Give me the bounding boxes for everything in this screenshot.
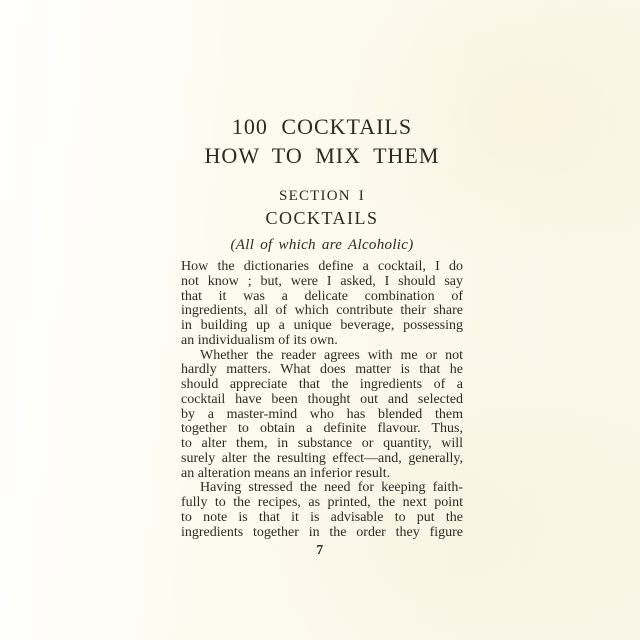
text-line: an individualism of its own. [181,333,338,348]
text-line: surely alter the resulting effect—and, generally, [181,451,463,466]
text-line: by a master-mind who has blended them [181,407,463,422]
text-line: Having stressed the need for keeping faith- [200,481,463,496]
text-line: Whether the reader agrees with me or not [200,348,463,363]
text-line: not know ; but, were I asked, I should say [181,274,463,289]
page-number: 7 [316,542,324,557]
text-line: an alteration means an inferior result. [181,466,391,481]
chapter-heading: COCKTAILS [265,208,379,228]
text-line: ingredients together in the order they figure [181,525,463,540]
subtitle-italic: (All of which are Alcoholic) [230,237,414,253]
book-title-line-2: HOW TO MIX THEM [204,143,440,168]
text-line: to alter them, in substance or quantity, will [181,437,463,451]
text-line: that it was a delicate combination of [181,289,463,304]
section-heading: SECTION I [279,188,365,204]
text-line: How the dictionaries define a cocktail, I do [181,260,463,274]
book-title-line-1: 100 COCKTAILS [231,114,413,139]
text-line: fully to the recipes, as printed, the next point [181,496,463,510]
text-line: together to obtain a definite flavour. Thus, [181,422,463,437]
text-line: to note is that it is advisable to put the [181,510,463,525]
text-line: ingredients, all of which contribute their share [181,304,463,319]
body-text [181,260,463,540]
text-line: hardly matters. What does matter is that he [181,363,463,378]
text-line: cocktail have been thought out and selected [181,392,463,407]
text-line: should appreciate that the ingredients of a [181,378,463,392]
text-line: in building up a unique beverage, possessing [181,319,463,333]
